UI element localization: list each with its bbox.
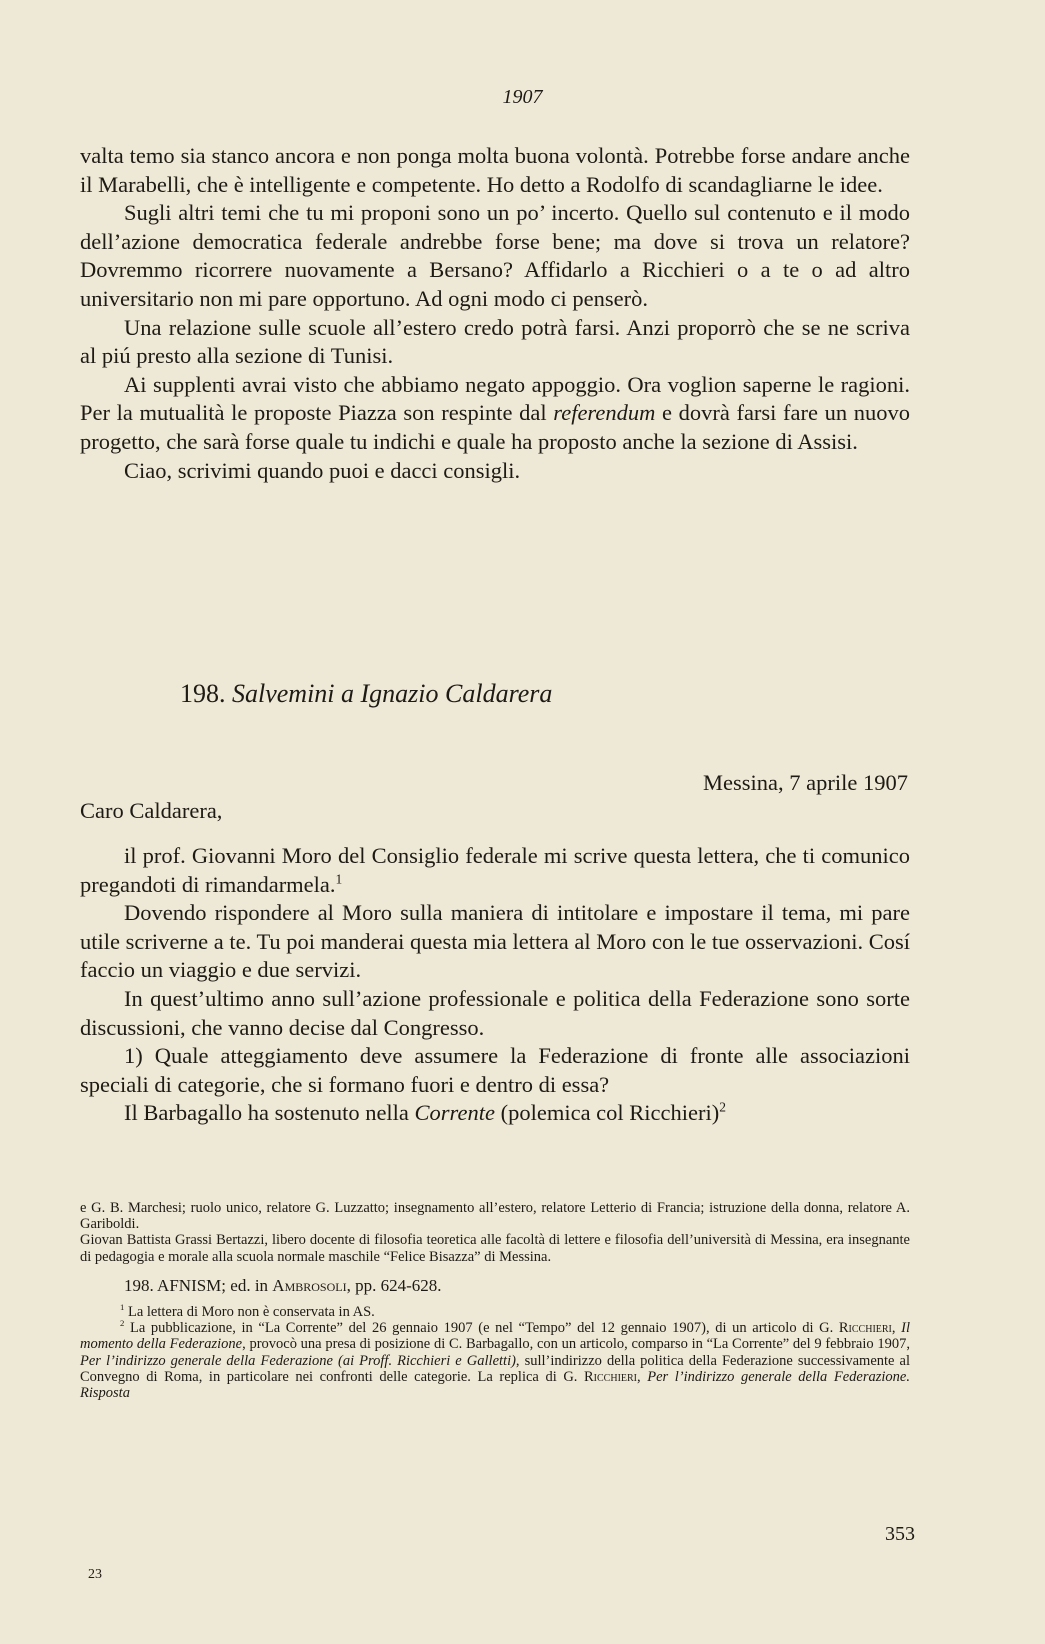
paragraph: 1) Quale atteggiamento deve assumere la Federazione di fronte alle associazioni speciali di categorie, che si formano fuori e dentro di essa?: [80, 1043, 910, 1097]
source-pages: , pp. 624-628.: [346, 1276, 442, 1295]
paragraph: In quest’ultimo anno sull’azione professionale e politica della Federazione sono sorte discussioni, che vanno decise dal Congresso.: [80, 985, 910, 1040]
paragraph: [80, 1099, 910, 1128]
signature-mark: 23: [88, 1567, 102, 1582]
footnote-text: La lettera di Moro non è conservata in AS.: [127, 1304, 375, 1320]
paragraph: Ciao, scrivimi quando puoi e dacci consigli.: [124, 457, 521, 483]
text-span: e dovrà farsi fare un nuovo progetto, che sarà forse quale tu indichi e quale ha proposto anche la sezione di Assisi.: [80, 400, 911, 454]
continued-letter: [80, 142, 910, 485]
footnote-number: 1: [120, 1302, 125, 1313]
source-label: 198. AFNISM; ed. in: [124, 1276, 269, 1295]
paragraph: Sugli altri temi che tu mi proponi sono un po’ incerto. Quello sul contenuto e il modo dell’azione democratica federale andrebbe forse bene; ma dove si trova un relatore? Dovremmo ricorrere nuovamente a Bersano? Affidarlo a Ricchieri o a te o ad altro universitario non mi pare opportuno. Ad ogni modo ci penserò.: [80, 200, 910, 311]
text-span: Ai supplenti avrai visto che abbiamo negato appoggio. Ora voglion saperne le ragioni. Per la mutualità le proposte Piazza son respinte dal: [80, 371, 910, 426]
source-author: Ambrosoli: [272, 1276, 347, 1295]
footnote: $^2$ La pubblicazione, in “La Corrente” del 26 gennaio 1907 (e nel “Tempo” del 12 gennaio 1907), di un articolo di G. Ricchieri, Il momento della Federazione, provocò una presa di posizione di C. Barbagallo, con un articolo, comparso in “La Corrente” del 9 febbraio 1907, Per l’indirizzo generale della Federazione (ai Proff. Ricchieri e Galletti), sull’indirizzo della politica della Federazione successivamente al Convegno di Roma, in particolare nei confronti delle categorie. La replica di G. Ricchieri, Per l’indirizzo generale della Federazione. Risposta: [80, 1318, 911, 1402]
footnotes: [80, 1304, 910, 1401]
letter-number: 198.: [180, 679, 226, 708]
paragraph: [80, 371, 910, 457]
paragraph: Una relazione sulle scuole all’estero credo potrà farsi. Anzi proporrò che se ne scriva al piú presto alla sezione di Tunisi.: [80, 314, 910, 369]
running-header: 1907: [502, 86, 543, 108]
work-subtitle: (ai Proff. Ricchieri e Galletti): [338, 1352, 516, 1369]
work-title: Per l’indirizzo generale della Federazione: [80, 1352, 333, 1369]
letter-title: Salvemini a Ignazio Caldarera: [232, 679, 553, 708]
author-name: Ricchieri: [838, 1320, 892, 1337]
letter-heading: [180, 679, 552, 709]
footnote-text: , provocò una presa di posizione di C. Barbagallo, con un articolo, comparso in “La Corrente” del 9 febbraio 1907,: [242, 1336, 910, 1353]
work-title: Il momento della Federazione: [80, 1320, 911, 1353]
letter-body: [80, 842, 910, 1128]
footnote-ref: 1: [335, 871, 343, 887]
paragraph: Dovendo rispondere al Moro sulla maniera di intitolare e impostare il tema, mi pare utile scriverne a te. Tu poi manderai questa mia lettera al Moro con le tue osservazioni. Cosí faccio un viaggio e due servizi.: [80, 900, 910, 983]
note: e G. B. Marchesi; ruolo unico, relatore G. Luzzatto; insegnamento all’estero, relatore Letterio di Francia; istruzione della donna, relatore A. Gariboldi.: [80, 1200, 910, 1233]
footnote-text: La pubblicazione, in “La Corrente” del 26 gennaio 1907 (e nel “Tempo” del 12 gennaio 1907), di un articolo di G.: [129, 1320, 834, 1337]
footnote-number: 2: [120, 1318, 125, 1329]
source-note: [124, 1276, 442, 1296]
author-name: Ricchieri: [584, 1368, 638, 1385]
note: Giovan Battista Grassi Bertazzi, libero docente di filosofia teoretica alle facoltà di lettere e filosofia dell’università di Messina, era insegnante di pedagogia e morale alla scuola normale maschile “Felice Bisazza” di Messina.: [80, 1232, 910, 1265]
italic-term: Corrente: [414, 1100, 495, 1126]
page-number: 353: [885, 1523, 915, 1545]
place-date: Messina, 7 aprile 1907: [703, 770, 908, 795]
footnote-ref: 2: [719, 1099, 726, 1115]
work-title: Per l’indirizzo generale della Federazione. Risposta: [80, 1368, 910, 1402]
text-span: il prof. Giovanni Moro del Consiglio federale mi scrive questa lettera, che ti comunico pregandoti di rimandarmela.: [80, 843, 910, 897]
previous-notes: [80, 1200, 910, 1265]
text-span: Il Barbagallo ha sostenuto nella: [124, 1100, 409, 1126]
text-span: (polemica col Ricchieri): [500, 1100, 720, 1126]
footnote-text: , sull’indirizzo della politica della Federazione successivamente al Convegno di Roma, in particolare nei confronti delle categorie. La replica di G.: [80, 1352, 910, 1385]
paragraph: valta temo sia stanco ancora e non ponga molta buona volontà. Potrebbe forse andare anche il Marabelli, che è intelligente e competente. Ho detto a Rodolfo di scandagliarne le idee.: [80, 143, 910, 197]
footnote: [80, 1304, 910, 1320]
paragraph: [80, 842, 910, 899]
salutation: Caro Caldarera,: [80, 798, 223, 823]
italic-term: referendum: [553, 400, 656, 426]
